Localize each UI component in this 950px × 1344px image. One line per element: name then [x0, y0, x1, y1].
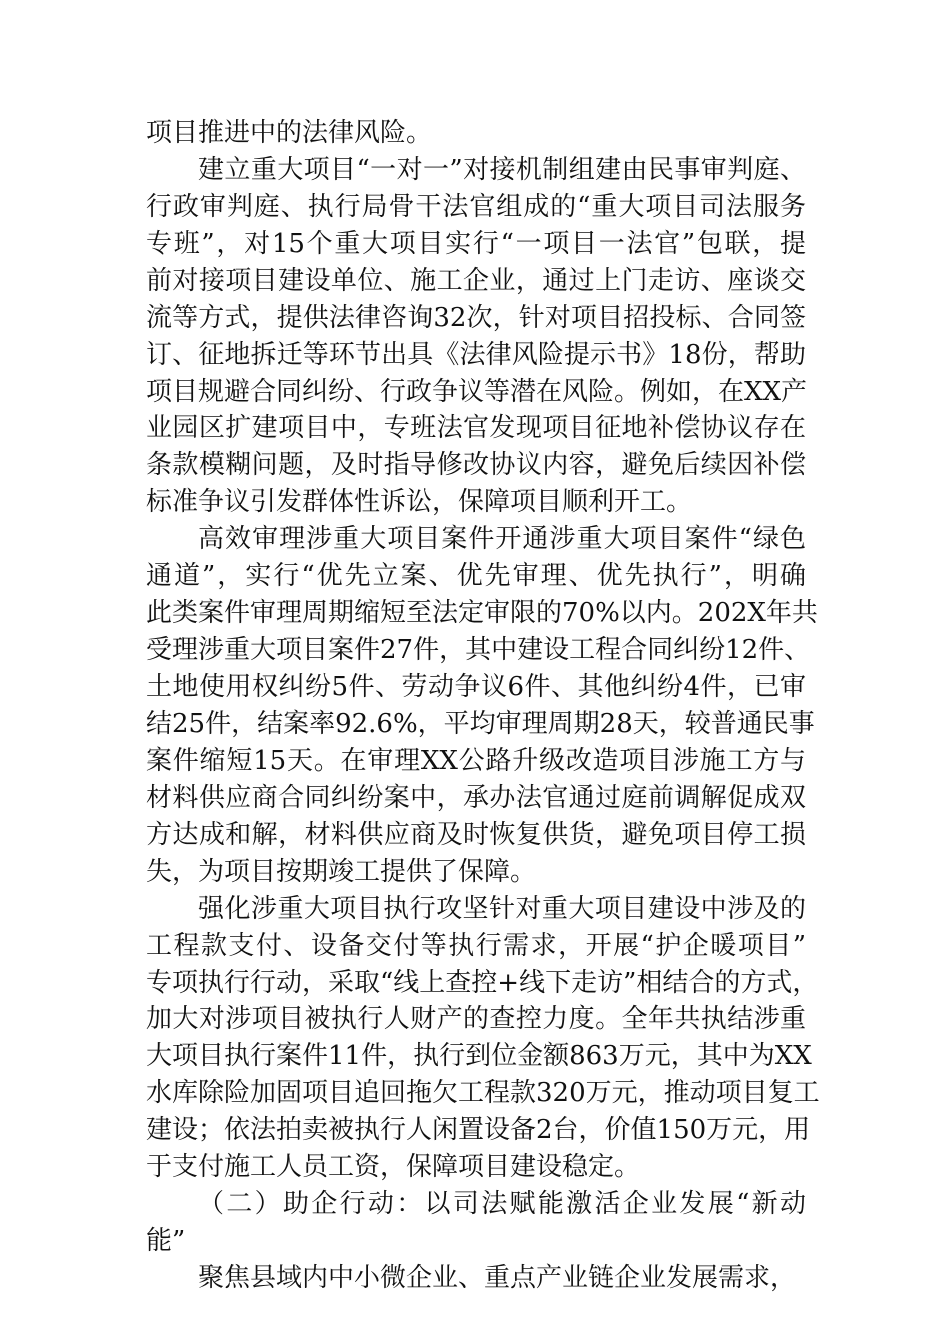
paragraph-first-line: 高效审理涉重大项目案件开通涉重大项目案件“绿色: [198, 524, 806, 554]
text-line: 项目推进中的法律风险。: [146, 118, 433, 148]
text-line: 专班”，对15个重大项目实行“一项目一法官”包联，提: [146, 229, 806, 259]
text-line: 此类案件审理周期缩短至法定审限的70%以内。202X年共: [146, 598, 818, 628]
text-line: 受理涉重大项目案件27件，其中建设工程合同纠纷12件、: [146, 635, 811, 665]
text-line: 行政审判庭、执行局骨干法官组成的“重大项目司法服务: [146, 192, 806, 222]
text-line: 土地使用权纠纷5件、劳动争议6件、其他纠纷4件，已审: [146, 672, 806, 702]
text-line: 前对接项目建设单位、施工企业，通过上门走访、座谈交: [146, 266, 806, 296]
text-line: 业园区扩建项目中，专班法官发现项目征地补偿协议存在: [146, 413, 806, 443]
paragraph-first-line: 聚焦县域内中小微企业、重点产业链企业发展需求，: [198, 1263, 797, 1293]
text-line: 水库除险加固项目追回拖欠工程款320万元，推动项目复工: [146, 1078, 820, 1108]
text-line: 能”: [146, 1226, 186, 1256]
paragraph-first-line: 建立重大项目“一对一”对接机制组建由民事审判庭、: [198, 155, 806, 185]
text-line: 项目规避合同纠纷、行政争议等潜在风险。例如，在XX产: [146, 377, 808, 407]
text-line: 专项执行行动，采取“线上查控+线下走访”相结合的方式，: [146, 968, 819, 998]
paragraph-first-line: 强化涉重大项目执行攻坚针对重大项目建设中涉及的: [198, 894, 806, 924]
text-line: 建设；依法拍卖被执行人闲置设备2台，价值150万元，用: [146, 1115, 811, 1145]
text-line: 通道”，实行“优先立案、优先审理、优先执行”，明确: [146, 561, 806, 591]
text-line: 结25件，结案率92.6%，平均审理周期28天，较普通民事: [146, 709, 815, 739]
text-line: 加大对涉项目被执行人财产的查控力度。全年共执结涉重: [146, 1004, 806, 1034]
text-line: 流等方式，提供法律咨询32次，针对项目招投标、合同签: [146, 303, 806, 333]
text-line: 标准争议引发群体性诉讼，保障项目顺利开工。: [146, 487, 693, 517]
text-line: 订、征地拆迁等环节出具《法律风险提示书》18份，帮助: [146, 340, 806, 370]
text-line: 材料供应商合同纠纷案中，承办法官通过庭前调解促成双: [146, 783, 806, 813]
text-line: 条款模糊问题，及时指导修改协议内容，避免后续因补偿: [146, 450, 806, 480]
text-line: 于支付施工人员工资，保障项目建设稳定。: [146, 1152, 641, 1182]
text-line: 工程款支付、设备交付等执行需求，开展“护企暖项目”: [146, 931, 806, 961]
text-line: 大项目执行案件11件，执行到位金额863万元，其中为XX: [146, 1041, 812, 1071]
text-line: 案件缩短15天。在审理XX公路升级改造项目涉施工方与: [146, 746, 806, 776]
heading-line: （二）助企行动：以司法赋能激活企业发展“新动: [198, 1189, 806, 1219]
text-line: 方达成和解，材料供应商及时恢复供货，避免项目停工损: [146, 820, 806, 850]
text-line: 失，为项目按期竣工提供了保障。: [146, 857, 537, 887]
